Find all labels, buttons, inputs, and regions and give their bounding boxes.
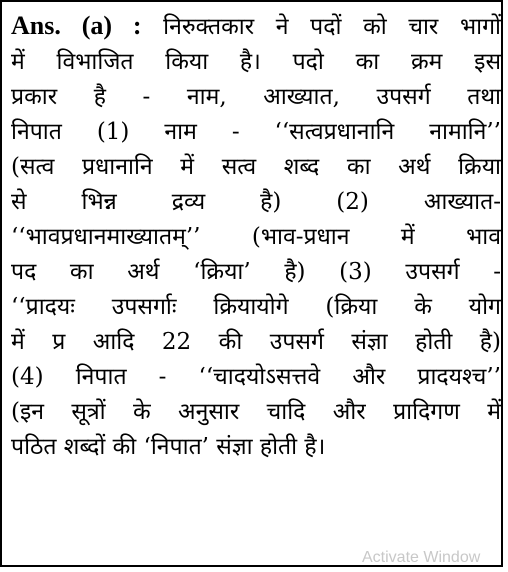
answer-line-1 — [11, 8, 501, 45]
answer-text — [11, 8, 501, 465]
answer-line-1-text: निरुक्तकार ने पदों को चार भागों — [163, 14, 501, 40]
answer-line-4: निपात (1) नाम - ‘‘सत्वप्रधानानि नामानि’’ — [11, 119, 501, 145]
answer-line-9: ‘‘प्रादयः उपसर्गाः क्रियायोगे (क्रिया के योग — [11, 294, 501, 320]
answer-line-10: में प्र आदि 22 की उपसर्ग संज्ञा होती है) — [11, 329, 501, 355]
answer-label: Ans. (a) : — [11, 11, 142, 40]
answer-line-12: (इन सूत्रों के अनुसार चादि और प्रादिगण में — [11, 399, 501, 425]
activate-windows-watermark: Activate Window — [362, 549, 481, 566]
answer-line-7: ‘‘भावप्रधानमाख्यातम्’’ (भाव-प्रधान में भाव — [11, 224, 501, 250]
answer-line-2: में विभाजित किया है। पदो का क्रम इस — [11, 49, 501, 75]
answer-line-5: (सत्व प्रधानानि में सत्व शब्द का अर्थ क्रिया — [11, 154, 501, 180]
answer-line-6: से भिन्न द्रव्य है) (2) आख्यात- — [11, 189, 501, 215]
answer-line-3: प्रकार है - नाम, आख्यात, उपसर्ग तथा — [11, 84, 501, 110]
answer-line-11: (4) निपात - ‘‘चादयोऽसत्तवे और प्रादयश्च’’ — [11, 364, 501, 390]
answer-line-13: पठित शब्दों की ‘निपात’ संज्ञा होती है। — [11, 434, 326, 460]
answer-line-8: पद का अर्थ ‘क्रिया’ है) (3) उपसर्ग - — [11, 259, 501, 285]
